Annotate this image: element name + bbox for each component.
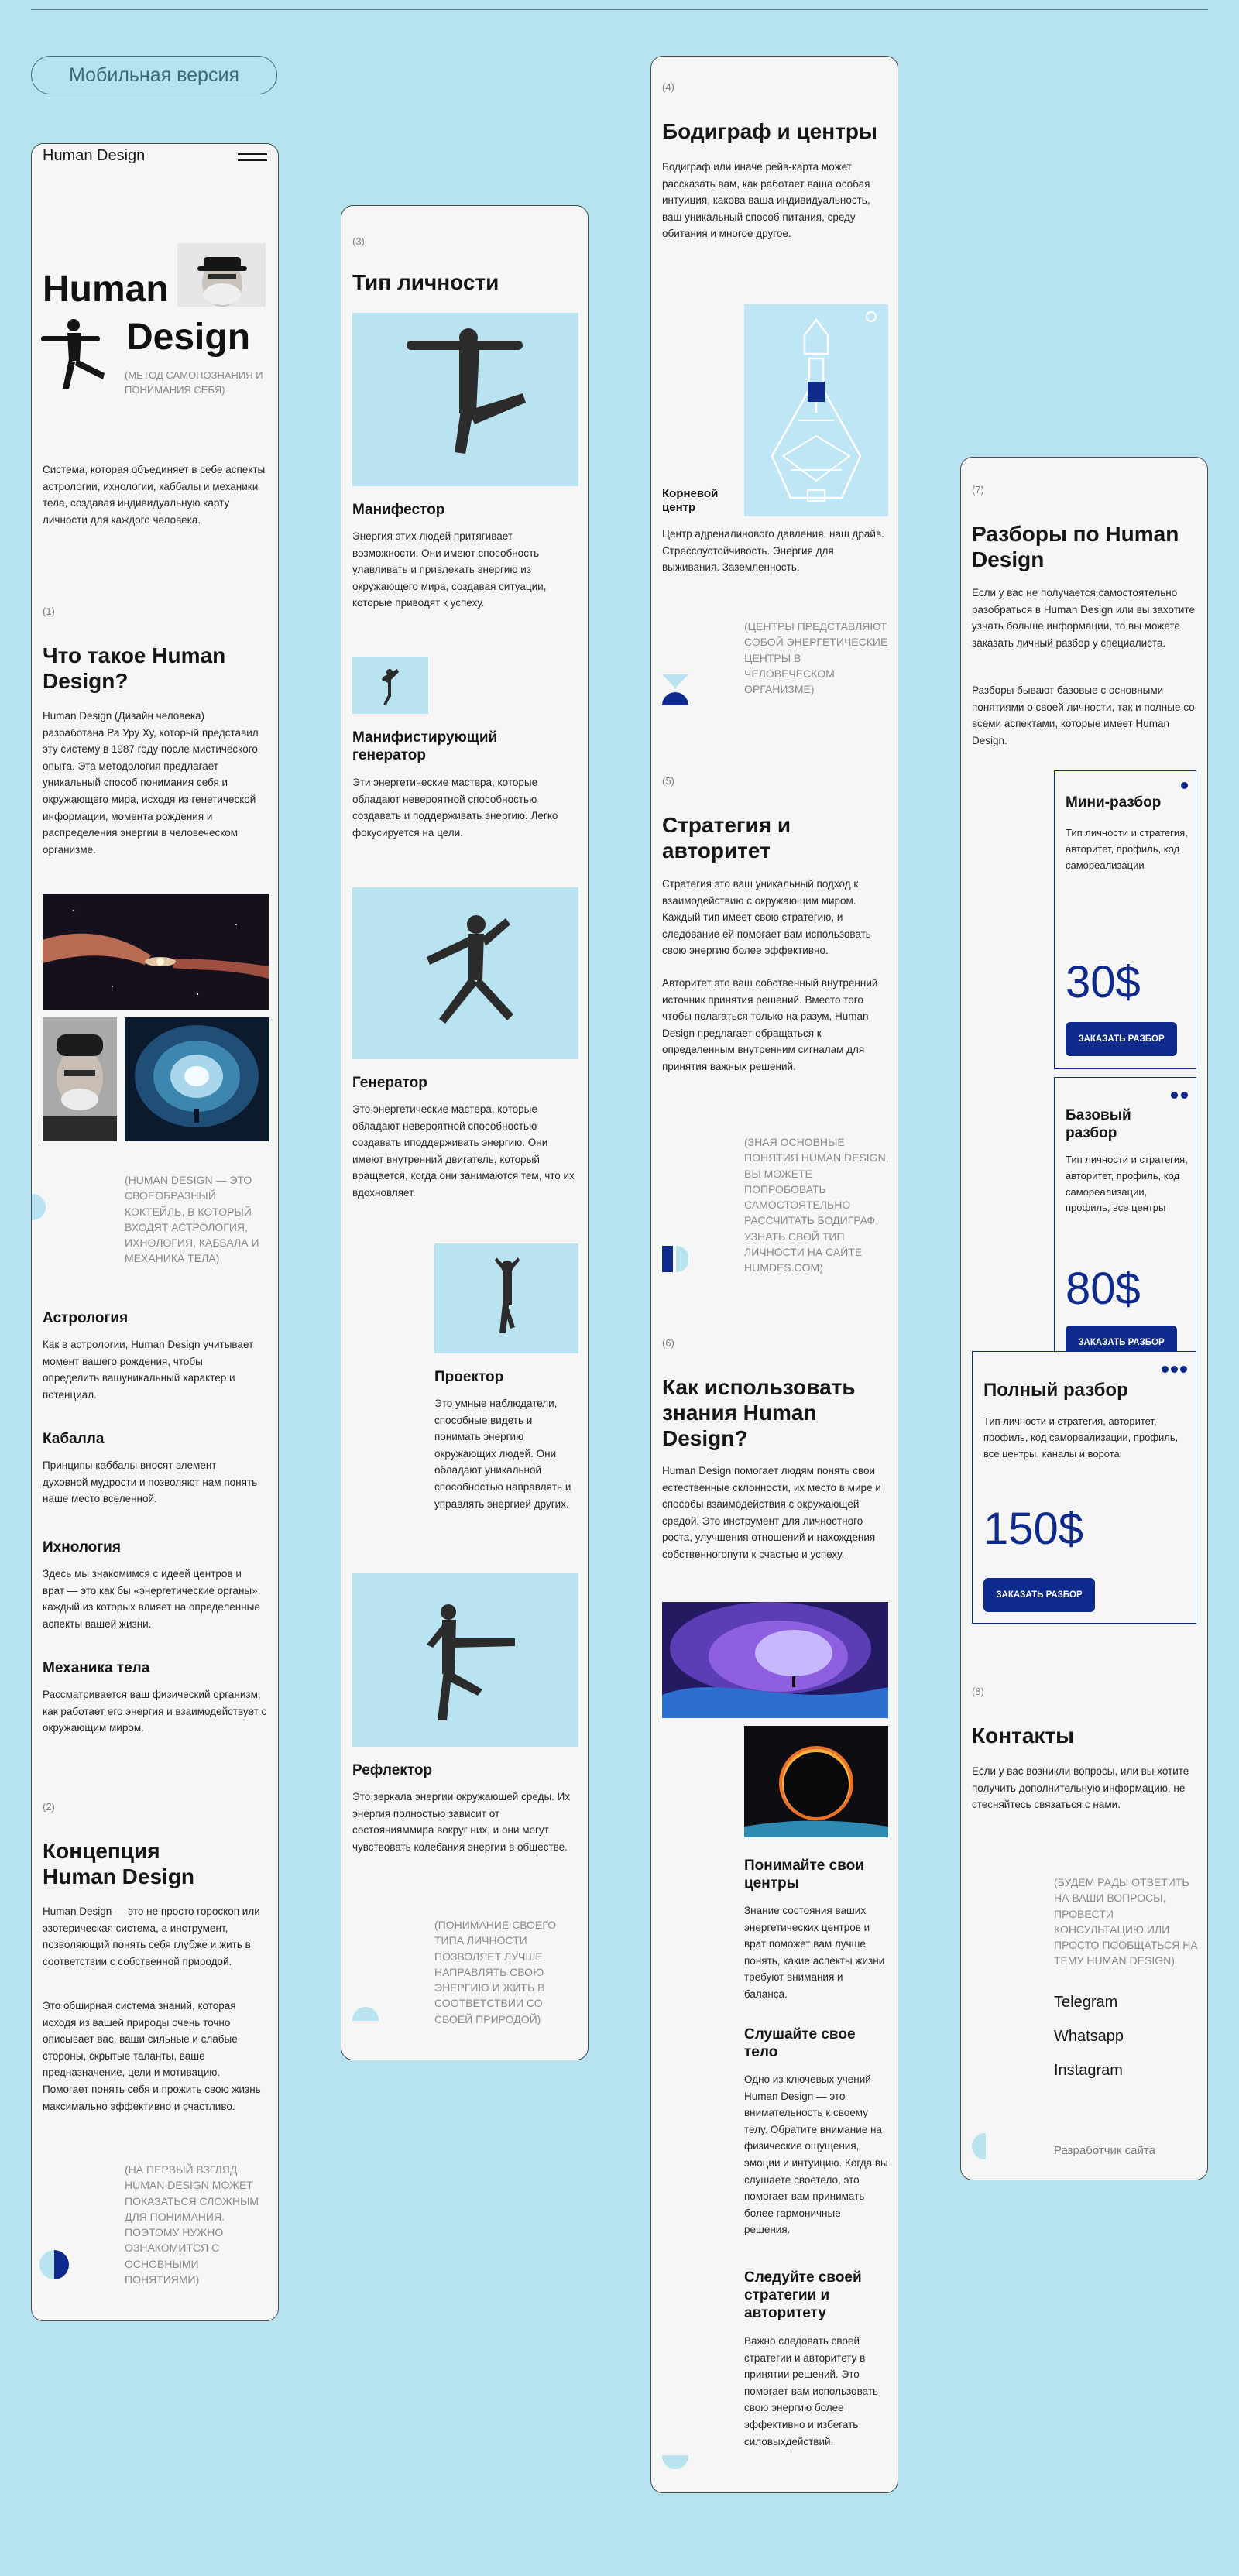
plan-price: 150$ (983, 1504, 1084, 1554)
plan-dots-icon (1171, 1092, 1178, 1099)
section-title-readings: Разборы по Human Design (972, 522, 1179, 572)
hero-caption: (МЕТОД САМОПОЗНАНИЯ И ПОНИМАНИЯ СЕБЯ) (125, 369, 263, 396)
type-title-generator: Генератор (352, 1075, 427, 1091)
half-circle-icon (32, 1194, 46, 1220)
generator-figure-tile (352, 887, 578, 1059)
half-circle-icon (972, 2133, 986, 2159)
plan-text: Тип личности и стратегия, авторитет, профиль, код самореализации (1066, 827, 1188, 871)
contact-link-telegram[interactable]: Telegram (1054, 1994, 1118, 2011)
topic-text-kabbalah: Принципы каббалы вносят элемент духовной мудрости и позволяют нам понять наше место вселенной. (43, 1460, 258, 1505)
plan-text: Тип личности и стратегия, авторитет, профиль, код самореализации, профиль, все центры (1066, 1154, 1188, 1214)
contact-link-whatsapp[interactable]: Whatsapp (1054, 2028, 1124, 2045)
hero-title-line1: Human (43, 269, 169, 310)
type-text-reflector: Это зеркала энергии окружающей среды. Их энергия полностью зависит от состоянияммира вокруг них, и они могут чувствовать колебания энергии в обществе. (352, 1791, 571, 1853)
tip-title-body: Слушайте свое тело (744, 2026, 856, 2060)
center-text: Центр адреналинового давления, наш драйв. Стрессоустойчивость. Энергия для выживания. Заземленность. (662, 528, 884, 574)
readings-text-2: Разборы бывают базовые с основными понятиями о своей личности, так и полные со всеми аспектами, которые имеет Human Design. (972, 684, 1195, 746)
plan-title: Полный разбор (983, 1380, 1128, 1401)
section-title-contacts: Контакты (972, 1724, 1075, 1748)
intro-text: Система, которая объединяет в себе аспекты астрологии, ихнологии, каббалы и механики тела, создавая индивидуальную карту личности для каждого человека. (43, 464, 266, 526)
type-text-manifestor: Энергия этих людей притягивает возможности. Они имеют способность улавливать и привлекать энергию из окружающего мира, создавая ситуации, которые приводят к успеху. (352, 530, 547, 609)
type-title-manifestor: Манифестор (352, 502, 445, 518)
plan-dots-icon (1181, 1092, 1188, 1099)
projector-figure-tile (434, 1243, 578, 1353)
tip-text-strategy: Важно следовать своей стратегии и авторитету в принятии решений. Это помогает вам использовать свою энергию более эффективно и избегать силовыхдействий. (744, 2335, 879, 2447)
top-divider (31, 9, 1208, 10)
topic-text-ichnology: Здесь мы знакомимся с идеей центров и врат — это как бы «энергетические органы», каждый из которых влияет на определенные аспекты вашей жизни. (43, 1568, 261, 1630)
tip-text-body: Одно из ключевых учений Human Design — это внимательность к своему телу. Обратите внимание на физические ощущения, эмоции и интуицию. Когда вы слушаете своетело, это помогает вам принимать более гармоничные решения. (744, 2073, 888, 2236)
manifestor-figure-tile (352, 313, 578, 486)
split-circle-icon (39, 2250, 69, 2279)
site-logo[interactable]: Human Design (43, 147, 146, 164)
plan-dots-icon (1171, 1366, 1178, 1373)
topic-text-astrology: Как в астрологии, Human Design учитывает момент вашего рождения, чтобы определить вашуникальный характер и потенциал. (43, 1339, 254, 1401)
man-hat-photo (177, 243, 266, 307)
how-to-use-text: Human Design помогает людям понять свои естественные склонности, их место в мире и способы взаимодействия с окружающей средой. Это инструмент для личностного роста, улучшения отношений и нахождения собственногопути к счастью и успеху. (662, 1465, 881, 1560)
contacts-note: (БУДЕМ РАДЫ ОТВЕТИТЬ НА ВАШИ ВОПРОСЫ, ПРОВЕСТИ КОНСУЛЬТАЦИЮ ИЛИ ПРОСТО ПООБЩАТЬСЯ НА ТЕМУ HUMAN DESIGN) (1054, 1876, 1198, 1967)
plan-text: Тип личности и стратегия, авторитет, профиль, код самореализации, профиль, все центры, каналы и ворота (983, 1415, 1179, 1460)
order-button[interactable]: ЗАКАЗАТЬ РАЗБОР (1066, 1022, 1177, 1056)
centers-note: (ЦЕНТРЫ ПРЕДСТАВЛЯЮТ СОБОЙ ЭНЕРГЕТИЧЕСКИЕ ЦЕНТРЫ В ЧЕЛОВЕЧЕСКОМ ОРГАНИЗМЕ) (744, 620, 888, 696)
plan-price: 80$ (1066, 1264, 1141, 1314)
plan-dots-icon (1180, 1366, 1187, 1373)
type-title-reflector: Рефлектор (352, 1762, 433, 1779)
plan-price: 30$ (1066, 957, 1141, 1007)
mobile-card-readings (960, 457, 1208, 2180)
readings-text-1: Если у вас не получается самостоятельно разобраться в Human Design или вы захотите узнать больше информации, то вы можете заказать личный разбор у специалиста. (972, 587, 1195, 649)
manifesting-generator-figure-tile (352, 657, 428, 714)
section-number: (1) (43, 605, 55, 617)
plan-dots-icon (1162, 1366, 1169, 1373)
center-title: Корневой центр (662, 487, 719, 514)
section-number: (6) (662, 1337, 674, 1349)
section-number: (4) (662, 81, 674, 93)
menu-icon[interactable] (238, 153, 267, 164)
plan-card-full (972, 1351, 1196, 1624)
mobile-card-types (341, 205, 589, 2060)
section-number: (7) (972, 484, 984, 496)
section-title-types: Тип личности (352, 270, 499, 294)
mobile-version-pill[interactable]: Мобильная версия (31, 56, 277, 94)
type-text-projector: Это умные наблюдатели, способные видеть и понимать энергию окружающих людей. Они обладают уникальной способностью направлять и управлять энергией других. (434, 1398, 571, 1510)
plan-dots-icon (1181, 782, 1188, 789)
contact-link-instagram[interactable]: Instagram (1054, 2062, 1123, 2079)
dancer-figure-icon (41, 316, 108, 390)
what-is-text: Human Design (Дизайн человека) разработана Ра Уру Ху, который представил эту систему в 1987 году после мистического опыта. Эта методология предлагает уникальный способ понимания себя и окружающего мира, исходя из генетической информации, момента рождения и распределения энергии в человеческом организме. (43, 710, 259, 856)
section-title-concept: Концепция Human Design (43, 1839, 195, 1889)
section-number: (3) (352, 235, 365, 247)
reflector-figure-tile (352, 1573, 578, 1747)
section-number: (8) (972, 1686, 984, 1697)
tip-text-centers: Знание состояния ваших энергетических центров и врат поможет вам лучше понять, какие аспекты жизни требуют внимания и баланса. (744, 1905, 885, 2000)
type-title-projector: Проектор (434, 1369, 504, 1385)
section-title-bodygraph: Бодиграф и центры (662, 119, 877, 143)
cosmic-nebula-image (662, 1602, 888, 1718)
plan-card-basic (1054, 1077, 1196, 1379)
strategy-text-2: Авторитет это ваш собственный внутренний источник принятия решений. Вместо того чтобы полагаться только на разум, Human Design предлагает обращаться к определенным внутренним сигналам для принятия важных решений. (662, 977, 878, 1072)
tip-title-centers: Понимайте свои центры (744, 1857, 864, 1892)
section-title-how-to-use: Как использовать знания Human Design? (662, 1375, 856, 1451)
half-circle-icon (352, 2007, 379, 2021)
split-shape-icon (662, 1246, 688, 1272)
concept-text-1: Human Design — это не просто гороскоп или эзотерическая система, а инструмент, позволяющий понять себя глубже и жить в соответствии с собственной природой. (43, 1905, 260, 1967)
eclipse-image (744, 1726, 888, 1837)
mobile-card-intro (31, 143, 279, 2321)
bodygraph-tile (744, 304, 888, 516)
plan-title: Базовый разбор (1066, 1107, 1131, 1141)
topic-title-ichnology: Ихнология (43, 1539, 121, 1556)
tip-title-strategy: Следуйте своей стратегии и авторитету (744, 2269, 862, 2321)
elder-man-photo (43, 1017, 117, 1141)
type-text-manifesting-generator: Эти энергетические мастера, которые обладают невероятной способностью создавать и поддерживать энергию. Легко фокусируется на цели. (352, 777, 558, 839)
topic-text-body-mechanics: Рассматривается ваш физический организм, как работает его энергия и взаимодействует с окружающим миром. (43, 1689, 267, 1734)
cocktail-note: (HUMAN DESIGN — ЭТО СВОЕОБРАЗНЫЙ КОКТЕЙЛЬ, В КОТОРЫЙ ВХОДЯТ АСТРОЛОГИЯ, ИХНОЛОГИЯ, КАББАЛА И МЕХАНИКА ТЕЛА) (125, 1174, 259, 1265)
developer-link[interactable]: Разработчик сайта (1054, 2144, 1155, 2157)
mobile-card-bodygraph (650, 56, 898, 2493)
strategy-text-1: Стратегия это ваш уникальный подход к взаимодействию с окружающим миром. Каждый тип имеет свою стратегию, и следование ей помогает вам использовать свою энергию более эффективно. (662, 878, 871, 957)
type-text-generator: Это энергетические мастера, которые обладают невероятной способностью создавать иподдерживать энергию. Они имеют внутренний двигатель, который вращается, когда они занимаются тем, что их вдохновляет. (352, 1103, 575, 1199)
topic-title-astrology: Астрология (43, 1310, 129, 1326)
plan-card-mini (1054, 770, 1196, 1069)
topic-title-kabbalah: Кабалла (43, 1431, 105, 1447)
concept-note: (НА ПЕРВЫЙ ВЗГЛЯД HUMAN DESIGN МОЖЕТ ПОКАЗАТЬСЯ СЛОЖНЫМ ДЛЯ ПОНИМАНИЯ. ПОЭТОМУ НУЖНО ОЗНАКОМИТСЯ С ОСНОВНЫМИ ПОНЯТИЯМИ) (125, 2163, 259, 2286)
hero-title-line2: Design (126, 317, 251, 358)
type-title-manifesting-generator: Манифистирующий генератор (352, 729, 498, 763)
plan-title: Мини-разбор (1066, 794, 1162, 811)
concept-text-2: Это обширная система знаний, которая исходя из вашей природы очень точно описывает вас, ваши сильные и слабые стороны, скрытые таланты, ваше предназначение, цели и мотивацию. Помогает понять себя и прожить свою жизнь максимально эффективно и счастливо. (43, 2000, 261, 2112)
cosmic-portal-image (125, 1017, 269, 1141)
topic-title-body-mechanics: Механика тела (43, 1660, 150, 1676)
order-button[interactable]: ЗАКАЗАТЬ РАЗБОР (1066, 1326, 1177, 1360)
section-number: (2) (43, 1801, 55, 1813)
section-number: (5) (662, 775, 674, 787)
strategy-note: (ЗНАЯ ОСНОВНЫЕ ПОНЯТИЯ HUMAN DESIGN, ВЫ МОЖЕТЕ ПОПРОБОВАТЬ САМОСТОЯТЕЛЬНО РАССЧИТАТЬ БОДИГРАФ, УЗНАТЬ СВОЙ ТИП ЛИЧНОСТИ НА САЙТЕ HUMDES.COM) (744, 1136, 889, 1274)
bodygraph-text: Бодиграф или иначе рейв-карта может рассказать вам, как работает ваша особая интуиция, какова ваша индивидуальность, ваш уникальный способ питания, среду обитания и многое другое. (662, 161, 870, 240)
section-title-strategy: Стратегия и авторитет (662, 813, 791, 863)
half-circle-icon (662, 2455, 688, 2469)
types-note: (ПОНИМАНИЕ СВОЕГО ТИПА ЛИЧНОСТИ ПОЗВОЛЯЕТ ЛУЧШЕ НАПРАВЛЯТЬ СВОЮ ЭНЕРГИЮ И ЖИТЬ В СООТВЕТСТВИИ СО СВОЕЙ ПРИРОДОЙ) (434, 1919, 557, 2025)
order-button[interactable]: ЗАКАЗАТЬ РАЗБОР (983, 1578, 1095, 1612)
hourglass-icon (662, 674, 688, 705)
cosmic-hands-image (43, 894, 269, 1010)
section-title-what-is: Что такое Human Design? (43, 643, 226, 694)
contacts-text: Если у вас возникли вопросы, или вы хотите получить дополнительную информацию, не стесняйтесь связаться с нами. (972, 1765, 1189, 1811)
